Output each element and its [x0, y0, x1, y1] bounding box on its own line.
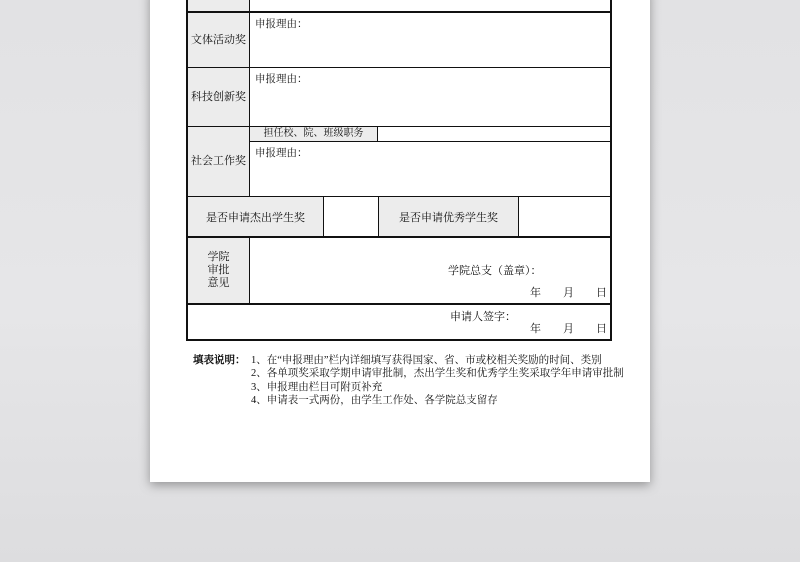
- row-partial-top: [188, 0, 610, 13]
- applicant-signature-field[interactable]: [188, 305, 610, 339]
- row-applicant-signature: [188, 305, 610, 339]
- instruction-item: 3、申报理由栏目可附页补充: [251, 381, 383, 393]
- social-award-reason-field[interactable]: [250, 142, 610, 196]
- application-form-page: [150, 0, 650, 482]
- tech-reason-label: 申报理由：: [255, 74, 308, 85]
- college-approval-label-line1: 学院: [207, 251, 230, 263]
- position-header-label: 担任校、院、班级职务: [250, 127, 378, 141]
- instruction-item: 4、申请表一式两份，由学生工作处、各学院总支留存: [251, 395, 498, 407]
- sports-reason-label: 申报理由：: [255, 19, 308, 30]
- college-approval-label-line2: 审批: [207, 264, 230, 276]
- college-seal-label: 学院总支（盖章）：: [448, 265, 542, 277]
- tech-award-label-text: 科技创新奖: [191, 90, 246, 103]
- college-date-label: 年 月 日: [530, 287, 607, 299]
- sports-award-label-text: 文体活动奖: [191, 33, 246, 46]
- form-instructions-list: [251, 354, 633, 408]
- sports-award-label: [188, 13, 250, 67]
- social-position-subrow: [250, 127, 610, 142]
- social-reason-label: 申报理由：: [255, 148, 308, 159]
- excellent-student-award-label: 是否申请优秀学生奖: [379, 197, 519, 236]
- form-instructions: [193, 354, 633, 408]
- excellent-student-answer-field[interactable]: [519, 197, 610, 236]
- instruction-item: 2、各单项奖采取学期申请审批制，杰出学生奖和优秀学生奖采取学年申请审批制: [251, 368, 624, 380]
- applicant-signature-label: 申请人签字：: [450, 311, 516, 323]
- position-input-field[interactable]: [378, 127, 610, 141]
- row-tech-award: [188, 68, 610, 127]
- award-application-table: [186, 0, 612, 341]
- form-instructions-title: 填表说明：: [193, 355, 246, 366]
- tech-award-reason-field[interactable]: [250, 68, 610, 126]
- partial-award-field[interactable]: [250, 0, 610, 11]
- row-apply-options: [188, 197, 610, 238]
- college-approval-label: [188, 238, 250, 303]
- row-sports-award: [188, 13, 610, 68]
- signature-date-label: 年 月 日: [530, 323, 607, 335]
- partial-award-label: [188, 0, 250, 11]
- social-award-label-text: 社会工作奖: [191, 155, 246, 167]
- row-college-approval: [188, 238, 610, 305]
- sports-award-reason-field[interactable]: [250, 13, 610, 67]
- social-award-label: [188, 127, 250, 196]
- row-social-award: [188, 127, 610, 197]
- outstanding-student-answer-field[interactable]: [324, 197, 379, 236]
- social-award-content: [250, 127, 610, 196]
- outstanding-student-award-label: 是否申请杰出学生奖: [188, 197, 324, 236]
- tech-award-label: [188, 68, 250, 126]
- instruction-item: 1、在“申报理由”栏内详细填写获得国家、省、市或校相关奖励的时间、类别: [251, 355, 602, 366]
- college-approval-field[interactable]: [250, 238, 610, 303]
- college-approval-label-line3: 意见: [207, 277, 230, 289]
